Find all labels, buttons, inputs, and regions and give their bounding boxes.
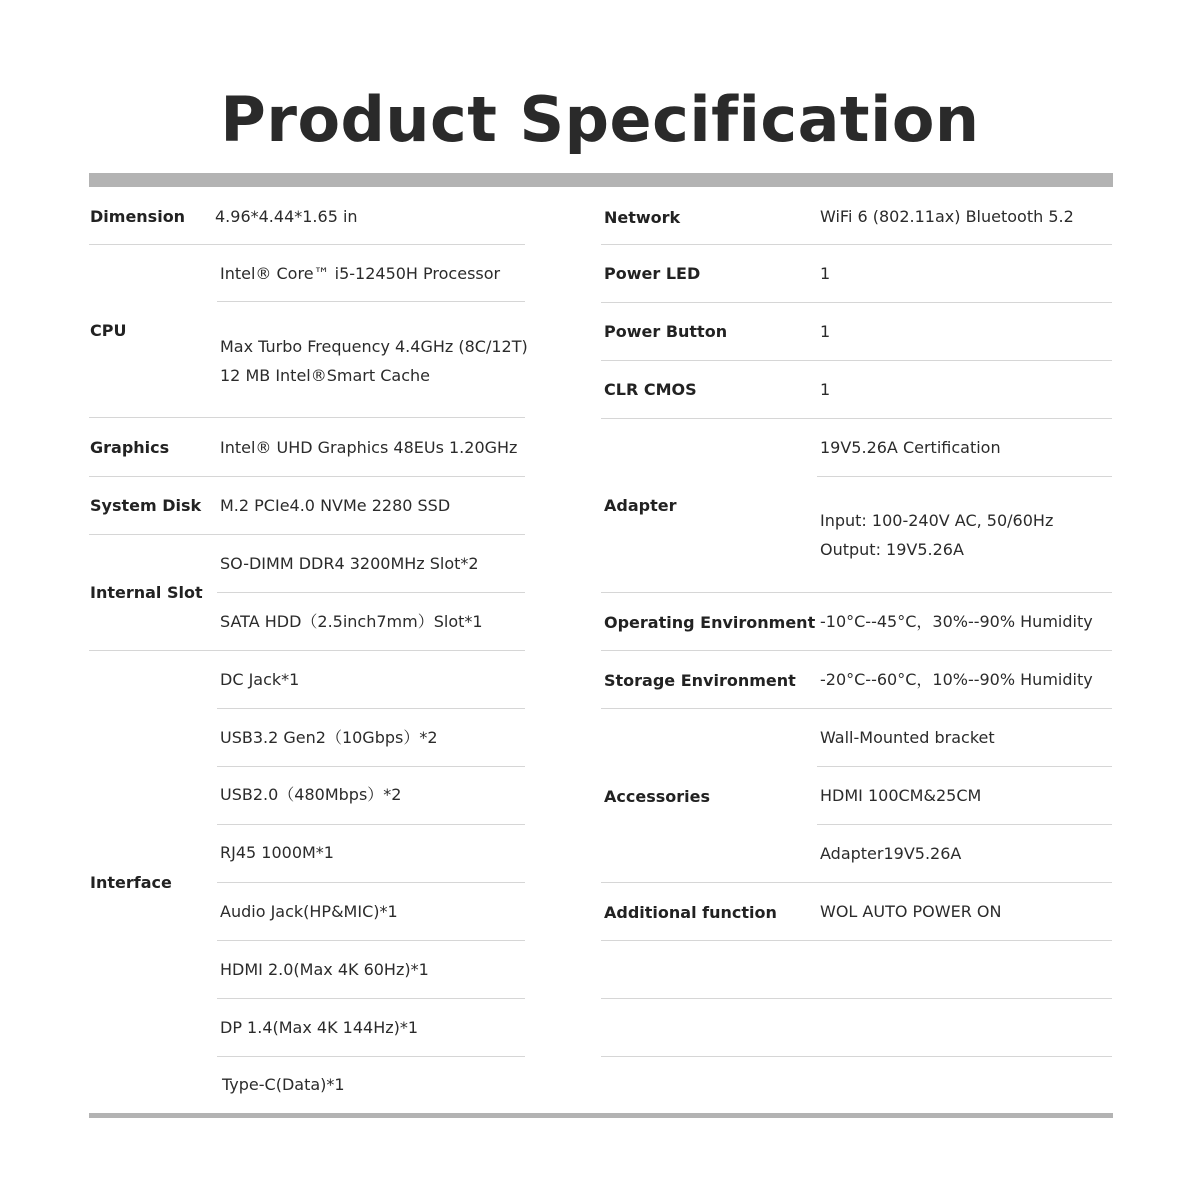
row-divider: [601, 360, 1112, 361]
row-divider: [217, 301, 525, 302]
adapter-io-value: [820, 506, 1053, 564]
row-divider: [601, 998, 1112, 999]
additional-function-label: Additional function: [604, 903, 777, 922]
row-divider: [217, 940, 525, 941]
internal-slot-hdd-value: SATA HDD（2.5inch7mm）Slot*1: [220, 612, 483, 631]
row-divider: [89, 417, 525, 418]
internal-slot-memory-value: SO-DIMM DDR4 3200MHz Slot*2: [220, 554, 479, 573]
row-divider: [217, 998, 525, 999]
row-divider: [601, 650, 1112, 651]
cpu-label: CPU: [90, 321, 127, 340]
row-divider: [601, 592, 1112, 593]
interface-item: USB3.2 Gen2（10Gbps）*2: [220, 728, 438, 747]
row-divider: [601, 418, 1112, 419]
cpu-turbo-line: Max Turbo Frequency 4.4GHz (8C/12T): [220, 337, 528, 356]
clr-cmos-label: CLR CMOS: [604, 380, 697, 399]
network-value: WiFi 6 (802.11ax) Bluetooth 5.2: [820, 207, 1074, 226]
power-led-value: 1: [820, 264, 831, 283]
operating-environment-label: Operating Environment: [604, 613, 816, 632]
row-divider: [89, 650, 525, 651]
storage-environment-value: -20°C--60°C，10%--90% Humidity: [820, 670, 1093, 689]
row-divider: [601, 244, 1112, 245]
row-divider: [217, 766, 525, 767]
adapter-output-line: Output: 19V5.26A: [820, 540, 964, 559]
row-divider: [89, 244, 525, 245]
row-divider: [817, 766, 1112, 767]
top-divider-bar: [89, 173, 1113, 187]
accessories-label: Accessories: [604, 787, 710, 806]
network-label: Network: [604, 208, 681, 227]
system-disk-label: System Disk: [90, 496, 202, 515]
accessory-item: Wall-Mounted bracket: [820, 728, 995, 747]
graphics-value: Intel® UHD Graphics 48EUs 1.20GHz: [220, 438, 518, 457]
adapter-certification-value: 19V5.26A Certification: [820, 438, 1001, 457]
cpu-frequency-value: [220, 332, 528, 390]
interface-item: RJ45 1000M*1: [220, 843, 334, 862]
row-divider: [89, 476, 525, 477]
row-divider: [817, 824, 1112, 825]
row-divider: [217, 592, 525, 593]
interface-item: DC Jack*1: [220, 670, 300, 689]
row-divider: [217, 1056, 525, 1057]
power-led-label: Power LED: [604, 264, 701, 283]
row-divider: [217, 708, 525, 709]
row-divider: [601, 940, 1112, 941]
adapter-label: Adapter: [604, 496, 677, 515]
clr-cmos-value: 1: [820, 380, 831, 399]
interface-item: Audio Jack(HP&MIC)*1: [220, 902, 398, 921]
accessory-item: Adapter19V5.26A: [820, 844, 962, 863]
accessory-item: HDMI 100CM&25CM: [820, 786, 982, 805]
interface-item: USB2.0（480Mbps）*2: [220, 785, 402, 804]
adapter-input-line: Input: 100-240V AC, 50/60Hz: [820, 511, 1054, 530]
row-divider: [601, 302, 1112, 303]
row-divider: [817, 476, 1112, 477]
operating-environment-value: -10°C--45°C，30%--90% Humidity: [820, 612, 1093, 631]
row-divider: [89, 534, 525, 535]
interface-label: Interface: [90, 873, 172, 892]
row-divider: [217, 824, 525, 825]
interface-item: Type-C(Data)*1: [222, 1075, 345, 1094]
power-button-value: 1: [820, 322, 831, 341]
graphics-label: Graphics: [90, 438, 170, 457]
row-divider: [217, 882, 525, 883]
row-divider: [601, 882, 1112, 883]
power-button-label: Power Button: [604, 322, 728, 341]
internal-slot-label: Internal Slot: [90, 583, 203, 602]
interface-item: HDMI 2.0(Max 4K 60Hz)*1: [220, 960, 429, 979]
cpu-processor-value: Intel® Core™ i5-12450H Processor: [220, 264, 501, 283]
cpu-cache-line: 12 MB Intel®Smart Cache: [220, 366, 430, 385]
system-disk-value: M.2 PCIe4.0 NVMe 2280 SSD: [220, 496, 451, 515]
bottom-divider-bar: [89, 1113, 1113, 1118]
row-divider: [601, 1056, 1112, 1057]
interface-item: DP 1.4(Max 4K 144Hz)*1: [220, 1018, 419, 1037]
storage-environment-label: Storage Environment: [604, 671, 796, 690]
additional-function-value: WOL AUTO POWER ON: [820, 902, 1002, 921]
dimension-value: 4.96*4.44*1.65 in: [215, 207, 358, 226]
page-title: Product Specification: [220, 83, 980, 156]
row-divider: [601, 708, 1112, 709]
dimension-label: Dimension: [90, 207, 186, 226]
